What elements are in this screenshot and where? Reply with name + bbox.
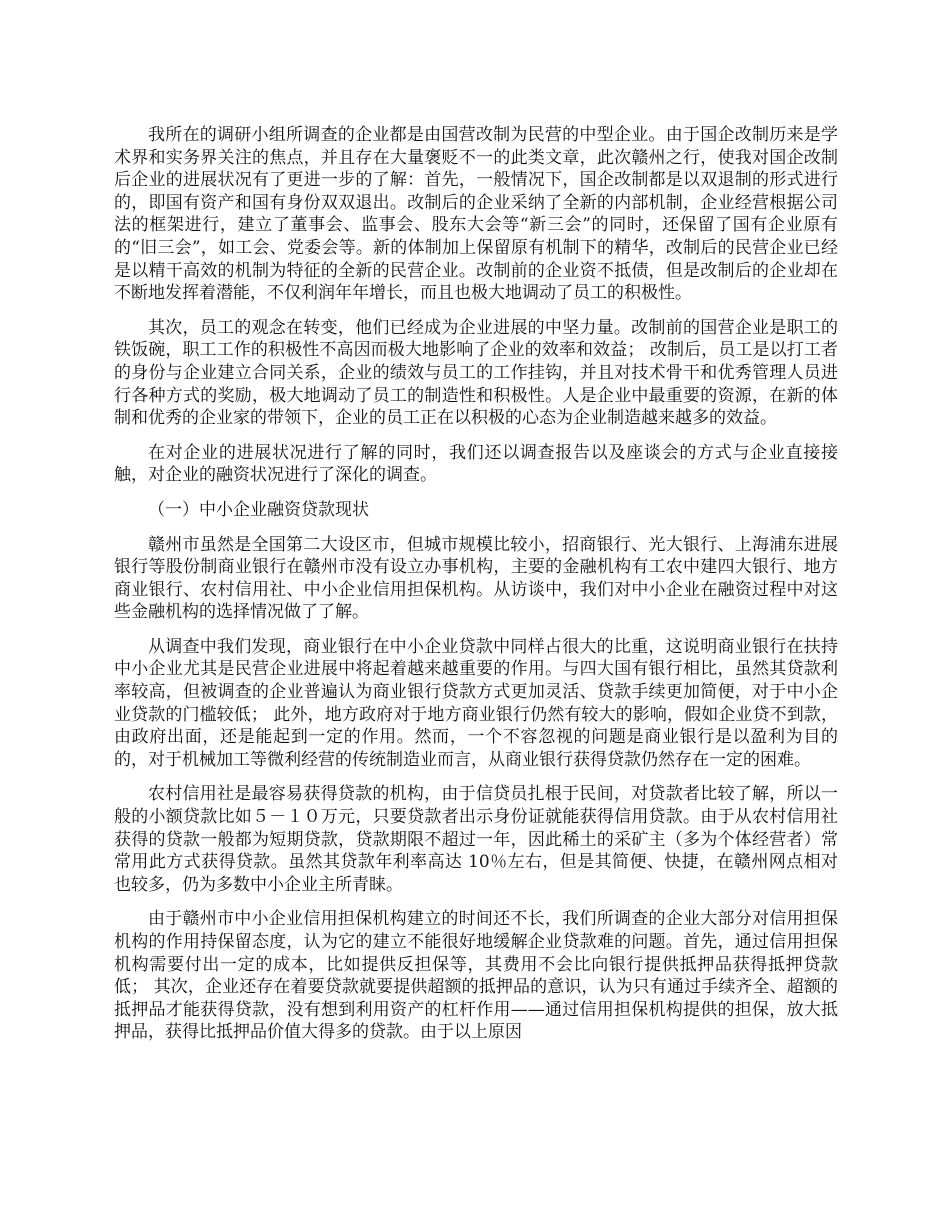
paragraph-4: 赣州市虽然是全国第二大设区市，但城市规模比较小，招商银行、光大银行、上海浦东进展银行等股份制商业银行在赣州市没有设立办事机构，主要的金融机构有工农中建四大银行、地方商业银行、农村信用社、中小企业信用担保机构。从访谈中，我们对中小企业在融资过程中对这些金融机构的选择情况做了了解。 xyxy=(114,534,838,623)
section-heading: （一）中小企业融资贷款现状 xyxy=(148,499,369,520)
paragraph-5: 从调查中我们发现，商业银行在中小企业贷款中同样占很大的比重，这说明商业银行在扶持中小企业尤其是民营企业进展中将起着越来越重要的作用。与四大国有银行相比，虽然其贷款利率较高，但被调查的企业普遍认为商业银行贷款方式更加灵活、贷款手续更加简便，对于中小企业贷款的门槛较低； 此外，地方政府对于地方商业银行仍然有较大的影响，假如企业贷不到款，由政府出面，还是能起到一定的作用。然而，一个不容忽视的问题是商业银行是以盈利为目的的，对于机械加工等微利经营的传统制造业而言，从商业银行获得贷款仍然存在一定的困难。 xyxy=(114,636,838,770)
paragraph-6: 农村信用社是最容易获得贷款的机构，由于信贷员扎根于民间，对贷款者比较了解，所以一般的小额贷款比如５－１０万元，只要贷款者出示身份证就能获得信用贷款。由于从农村信用社获得的贷款一般都为短期贷款，贷款期限不超过一年，因此稀土的采矿主（多为个体经营者）常常用此方式获得贷款。虽然其贷款年利率高达 10％左右，但是其简便、快捷，在赣州网点相对也较多，仍为多数中小企业主所青睐。 xyxy=(114,784,838,895)
paragraph-7: 由于赣州市中小企业信用担保机构建立的时间还不长，我们所调查的企业大部分对信用担保机构的作用持保留态度，认为它的建立不能很好地缓解企业贷款难的问题。首先，通过信用担保机构需要付出一定的成本，比如提供反担保等，其费用不会比向银行提供抵押品获得抵押贷款低； 其次，企业还存在着要贷款就要提供超额的抵押品的意识，认为只有通过手续齐全、超额的抵押品才能获得贷款，没有想到利用资产的杠杆作用——通过信用担保机构提供的担保，放大抵押品，获得比抵押品价值大得多的贷款。由于以上原因 xyxy=(114,909,838,1043)
paragraph-3: 在对企业的进展状况进行了解的同时，我们还以调查报告以及座谈会的方式与企业直接接触，对企业的融资状况进行了深化的调查。 xyxy=(114,442,838,486)
paragraph-1: 我所在的调研小组所调查的企业都是由国营改制为民营的中型企业。由于国企改制历来是学术界和实务界关注的焦点，并且存在大量褒贬不一的此类文章，此次赣州之行，使我对国企改制后企业的进展状况有了更进一步的了解：首先，一般情况下，国企改制都是以双退制的形式进行的，即国有资产和国有身份双双退出。改制后的企业采纳了全新的内部机制，企业经营根据公司法的框架进行，建立了董事会、监事会、股东大会等“新三会”的同时，还保留了国有企业原有的“旧三会”，如工会、党委会等。新的体制加上保留原有机制下的精华，改制后的民营企业已经是以精干高效的机制为特征的全新的民营企业。改制前的企业资不抵债，但是改制后的企业却在不断地发挥着潜能，不仅利润年年增长，而且也极大地调动了员工的积极性。 xyxy=(114,125,838,304)
paragraph-2: 其次，员工的观念在转变，他们已经成为企业进展的中坚力量。改制前的国营企业是职工的铁饭碗，职工工作的积极性不高因而极大地影响了企业的效率和效益； 改制后，员工是以打工者的身份与企业建立合同关系，企业的绩效与员工的工作挂钩，并且对技术骨干和优秀管理人员进行各种方式的奖励，极大地调动了员工的制造性和积极性。人是企业中最重要的资源，在新的体制和优秀的企业家的带领下，企业的员工正在以积极的心态为企业制造越来越多的效益。 xyxy=(114,317,838,429)
document-body xyxy=(114,124,838,1056)
